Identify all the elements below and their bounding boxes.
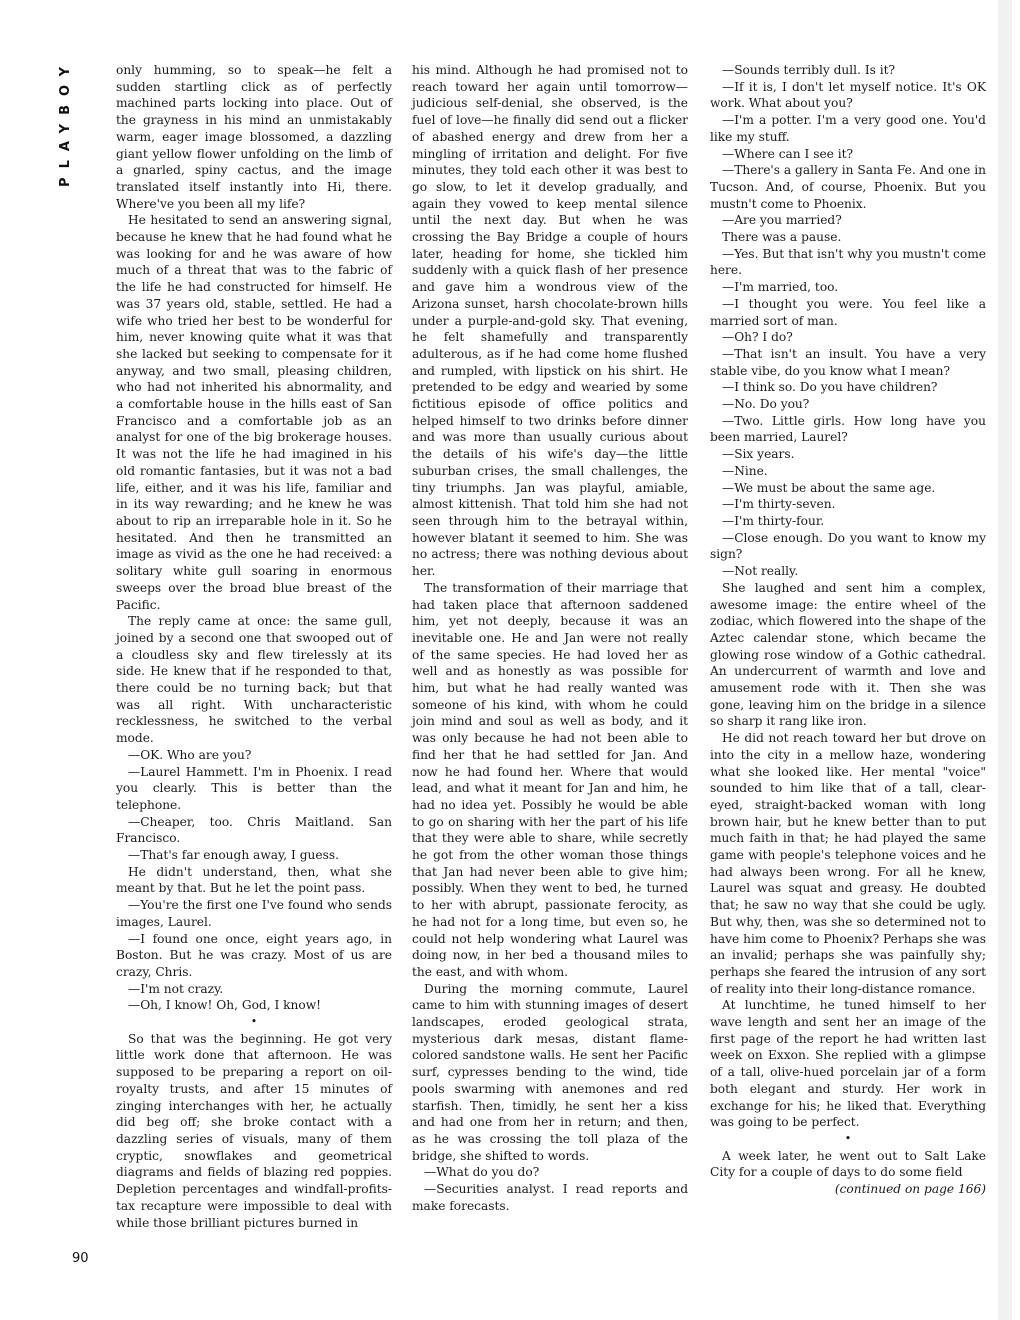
- dialogue-line: —If it is, I don't let myself notice. It's OK work. What about you?: [710, 79, 986, 111]
- dialogue-line: —That's far enough away, I guess.: [128, 848, 339, 863]
- paragraph: The transformation of their marriage that had taken place that afternoon saddened him, yet not deeply, because it was an inevitable one. He and Jan were not really of the same species. He had loved her as well and as honestly as was possible for him, but what he had really wanted was someone of his kind, with whom he could join mind and soul as well as body, and it was only because he had not been able to find her that he had settled for Jan. And now he had found her. Where that would lead, and what it meant for Jan and him, he had no idea yet. Possibly he would be able to go on sharing with her the part of his life that they were able to share, while secretly he got from the other woman those things that Jan had never been able to give him; possibly. When they went to bed, he turned to her with abrupt, passionate ferocity, as he had not for a long time, but even so, he could not help wondering what Laurel was doing now, in her bed a thousand miles to the east, and with whom.: [412, 580, 688, 979]
- dialogue-line: —Two. Little girls. How long have you been married, Laurel?: [710, 413, 986, 445]
- dialogue-line: —What do you do?: [424, 1165, 540, 1180]
- dialogue-line: —I think so. Do you have children?: [722, 380, 938, 395]
- dialogue-line: —I found one once, eight years ago, in Boston. But he was crazy. Most of us are crazy, Chris.: [116, 931, 392, 979]
- paragraph: The reply came at once: the same gull, joined by a second one that swooped out of a cloudless sky and flew tirelessly at its side. He knew that if he responded to that, there could be no turning back; but that was all right. With uncharacteristic recklessness, he switched to the verbal mode.: [116, 614, 392, 746]
- column-3: [710, 62, 986, 1198]
- dialogue-line: —I'm not crazy.: [128, 981, 224, 996]
- paragraph: only humming, so to speak—he felt a sudden startling click as of perfectly machined parts locking into place. Out of the grayness in his mind an unmistakably warm, eager image blossomed, a dazzling giant yellow flower unfolding on the limb of a gnarled, spiny cactus, and the image translated itself instantly into Hi, there. Where've you been all my life?: [116, 63, 392, 211]
- masthead: PLAYBOY: [58, 58, 73, 187]
- paragraph: During the morning commute, Laurel came to him with stunning images of desert landscapes, eroded geological strata, mysterious dark mesas, distant flame-colored sandstone walls. He sent her Pacific surf, cypresses bending to the wind, tide pools swarming with anemones and red starfish. Then, timidly, he sent her a kiss and had one from her in return; and then, as he was crossing the toll plaza of the bridge, she shifted to words.: [412, 981, 688, 1163]
- dialogue-line: —We must be about the same age.: [722, 480, 936, 495]
- dialogue-line: —Laurel Hammett. I'm in Phoenix. I read you clearly. This is better than the telephone.: [116, 764, 392, 812]
- dialogue-line: —Sounds terribly dull. Is it?: [722, 63, 896, 77]
- dialogue-line: —There's a gallery in Santa Fe. And one in Tucson. And, of course, Phoenix. But you mustn't come to Phoenix.: [710, 163, 986, 211]
- paragraph: There was a pause.: [722, 230, 842, 245]
- paragraph: She laughed and sent him a complex, awesome image: the entire wheel of the zodiac, which flowered into the shape of the Aztec calendar stone, which became the glowing rose window of a Gothic cathedral. An undercurrent of warmth and love and amusement rode with it. Then she was gone, leaving him on the bridge in a silence so sharp it rang like iron.: [710, 580, 986, 729]
- dialogue-line: —I'm thirty-four.: [722, 513, 825, 528]
- dialogue-line: —I'm married, too.: [722, 280, 839, 295]
- dialogue-line: —Cheaper, too. Chris Maitland. San Francisco.: [116, 814, 392, 846]
- paragraph: He hesitated to send an answering signal, because he knew that he had found what he was looking for and he was aware of how much of a threat that was to the fabric of the life he had constructed for himself. He was 37 years old, stable, settled. He had a wife who tried her best to be wonderful for him, never knowing quite what it was that she lacked but seeking to compensate for it anyway, and two small, pleasing children, who had not inherited his abnormality, and a comfortable house in the hills east of San Francisco and a comfortable job as an analyst for one of the big brokerage houses. It was not the life he had imagined in his old romantic fantasies, but it was not a bad life, either, and it was his life, familiar and in its way rewarding; and he knew he was about to rip an irreparable hole in it. So he hesitated. And then he transmitted an image as vivid as the one he had received: a solitary white gull soaring in enormous sweeps over the broad blue breast of the Pacific.: [116, 213, 392, 612]
- paragraph: He did not reach toward her but drove on into the city in a mellow haze, wondering what she looked like. Her mental "voice" sounded to him like that of a tall, clear-eyed, straight-backed woman with long brown hair, but he knew better than to put much faith in that; he had played the same game with people's telephone voices and he had always been wrong. For all he knew, Laurel was squat and greasy. He doubted that; he saw no way that she could be ugly. But why, then, was she so determined not to have him come to Phoenix? Perhaps she was an invalid; perhaps she was painfully shy; perhaps she feared the intrusion of any sort of reality into their long-distance romance.: [710, 731, 986, 996]
- column-2: [412, 62, 688, 1215]
- paragraph: At lunchtime, he tuned himself to her wave length and sent her an image of the first page of the report he had written last week on Exxon. She replied with a glimpse of a tall, olive-hued porcelain jar of a form both elegant and sturdy. Her work in exchange for his; he liked that. Everything was going to be perfect.: [710, 998, 986, 1130]
- dialogue-line: —Oh? I do?: [722, 330, 793, 345]
- dialogue-line: —Not really.: [722, 564, 799, 579]
- section-break-bullet: •: [250, 1015, 258, 1029]
- dialogue-line: —Six years.: [722, 447, 795, 462]
- continued-note: (continued on page 166): [834, 1182, 986, 1197]
- dialogue-line: —Securities analyst. I read reports and make forecasts.: [412, 1182, 688, 1213]
- dialogue-line: —I'm a potter. I'm a very good one. You'd like my stuff.: [710, 113, 986, 144]
- dialogue-line: —Nine.: [722, 463, 768, 478]
- dialogue-line: —Where can I see it?: [722, 146, 854, 161]
- column-1: [116, 62, 392, 1231]
- section-break-bullet: •: [844, 1132, 852, 1145]
- dialogue-line: —Yes. But that isn't why you mustn't come here.: [710, 246, 986, 278]
- dialogue-line: —I'm thirty-seven.: [722, 497, 836, 512]
- dialogue-line: —Close enough. Do you want to know my sign?: [710, 530, 986, 562]
- dialogue-line: —Are you married?: [722, 213, 842, 228]
- paragraph: So that was the beginning. He got very little work done that afternoon. He was supposed to be preparing a report on oil-royalty trusts, and after 15 minutes of zinging interchanges with her, he actually did beg off; she broke contact with a dazzling series of visuals, many of them cryptic, snowflakes and geometrical diagrams and fields of blazing red poppies. Depletion percentages and windfall-profits-tax recapture were impossible to deal with while those brilliant pictures burned in: [116, 1031, 392, 1230]
- page-number: 90: [72, 1251, 89, 1266]
- dialogue-line: —Oh, I know! Oh, God, I know!: [128, 998, 322, 1013]
- paragraph: his mind. Although he had promised not to reach toward her again until tomorrow—judicious self-denial, she observed, is the fuel of love—he finally did send out a flicker of abashed energy and drew from her a mingling of irritation and delight. For five minutes, they told each other it was best to go slow, to let it develop gradually, and again they vowed to keep mental silence until the next day. But when he was crossing the Bay Bridge a couple of hours later, heading for home, she tickled him suddenly with a quick flash of her presence and gave him a wondrous view of the Arizona sunset, harsh chocolate-brown hills under a purple-and-gold sky. That evening, he felt shamefully and transparently adulterous, as if he had come home flushed and rumpled, with lipstick on his shirt. He pretended to be edgy and wearied by some fictitious episode of office politics and helped himself to two drinks before dinner and was more than usually curious about the details of his wife's day—the little suburban crises, the small challenges, the tiny triumphs. Jan was playful, amiable, almost kittenish. That told him she had not seen through him to the betrayal within, however blatant it seemed to him. She was no actress; there was nothing devious about her.: [412, 63, 688, 579]
- paragraph: He didn't understand, then, what she meant by that. But he let the point pass.: [116, 864, 392, 896]
- dialogue-line: —I thought you were. You feel like a married sort of man.: [710, 296, 986, 328]
- dialogue-line: —That isn't an insult. You have a very stable vibe, do you know what I mean?: [710, 346, 986, 378]
- dialogue-line: —No. Do you?: [722, 397, 810, 412]
- page-edge: [998, 0, 1012, 1320]
- dialogue-line: —You're the first one I've found who sends images, Laurel.: [116, 898, 392, 929]
- paragraph: A week later, he went out to Salt Lake City for a couple of days to do some field: [710, 1148, 986, 1180]
- dialogue-line: —OK. Who are you?: [128, 747, 252, 762]
